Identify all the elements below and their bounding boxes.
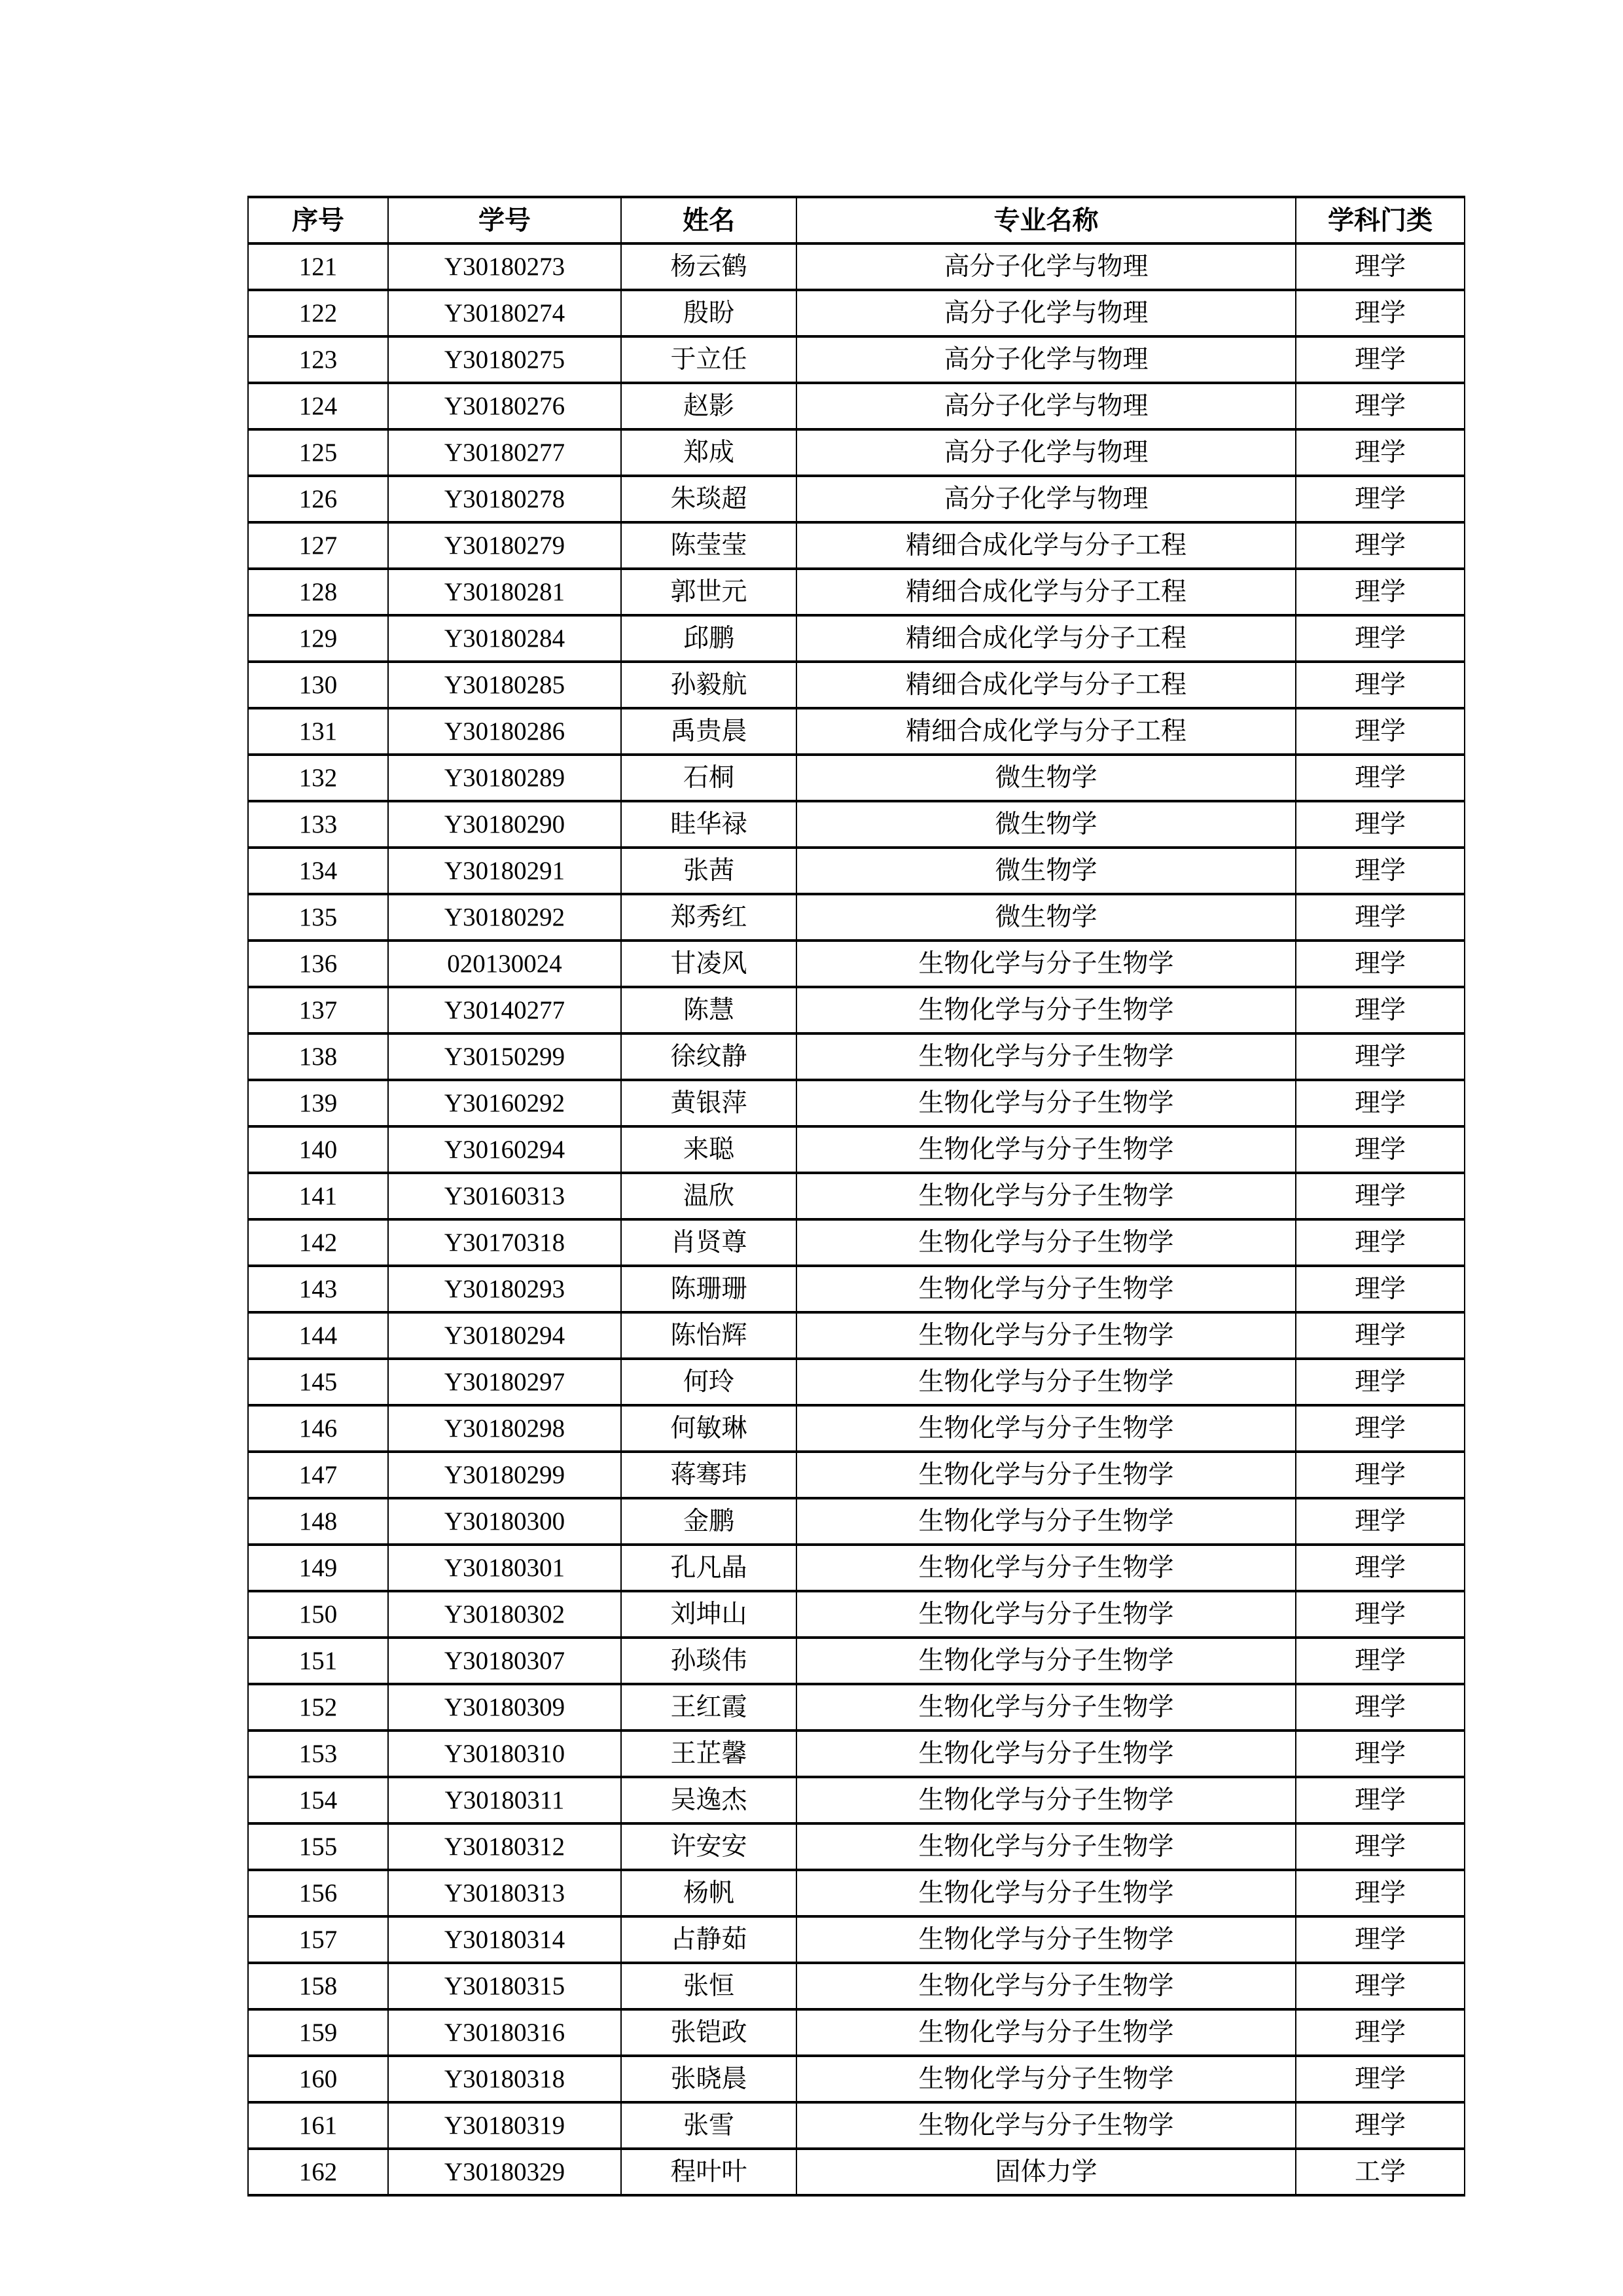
cell-major: 生物化学与分子生物学 xyxy=(796,1126,1296,1173)
table-row xyxy=(248,1452,1465,1498)
cell-index: 139 xyxy=(248,1080,388,1126)
cell-major: 生物化学与分子生物学 xyxy=(796,2056,1296,2102)
cell-category: 理学 xyxy=(1296,290,1465,336)
cell-major: 生物化学与分子生物学 xyxy=(796,1638,1296,1684)
cell-name: 刘坤山 xyxy=(621,1591,796,1638)
cell-name: 郭世元 xyxy=(621,569,796,615)
cell-index: 144 xyxy=(248,1312,388,1359)
cell-student-id: Y30180299 xyxy=(388,1452,621,1498)
cell-category: 理学 xyxy=(1296,2056,1465,2102)
table-row xyxy=(248,1312,1465,1359)
table-row xyxy=(248,569,1465,615)
cell-name: 孙毅航 xyxy=(621,662,796,708)
table-row xyxy=(248,801,1465,848)
cell-category: 理学 xyxy=(1296,615,1465,662)
cell-name: 杨云鹤 xyxy=(621,243,796,290)
table-row xyxy=(248,1405,1465,1452)
cell-name: 赵影 xyxy=(621,383,796,429)
cell-student-id: Y30140277 xyxy=(388,987,621,1033)
cell-major: 生物化学与分子生物学 xyxy=(796,1498,1296,1545)
cell-student-id: Y30180313 xyxy=(388,1870,621,1916)
cell-category: 工学 xyxy=(1296,2149,1465,2195)
cell-student-id: Y30180276 xyxy=(388,383,621,429)
cell-name: 蒋骞玮 xyxy=(621,1452,796,1498)
cell-major: 精细合成化学与分子工程 xyxy=(796,522,1296,569)
table-row xyxy=(248,1033,1465,1080)
cell-name: 眭华禄 xyxy=(621,801,796,848)
cell-index: 157 xyxy=(248,1916,388,1963)
cell-name: 许安安 xyxy=(621,1823,796,1870)
cell-index: 149 xyxy=(248,1545,388,1591)
cell-category: 理学 xyxy=(1296,383,1465,429)
cell-student-id: Y30180273 xyxy=(388,243,621,290)
cell-name: 甘凌风 xyxy=(621,941,796,987)
cell-category: 理学 xyxy=(1296,662,1465,708)
cell-category: 理学 xyxy=(1296,1823,1465,1870)
cell-major: 生物化学与分子生物学 xyxy=(796,1963,1296,2009)
cell-name: 孔凡晶 xyxy=(621,1545,796,1591)
cell-index: 134 xyxy=(248,848,388,894)
cell-major: 生物化学与分子生物学 xyxy=(796,1033,1296,1080)
header-cell-category: 学科门类 xyxy=(1296,197,1465,243)
cell-major: 精细合成化学与分子工程 xyxy=(796,708,1296,755)
table-row xyxy=(248,1080,1465,1126)
cell-index: 155 xyxy=(248,1823,388,1870)
cell-category: 理学 xyxy=(1296,1405,1465,1452)
cell-major: 微生物学 xyxy=(796,801,1296,848)
cell-index: 126 xyxy=(248,476,388,522)
cell-category: 理学 xyxy=(1296,336,1465,383)
cell-category: 理学 xyxy=(1296,1359,1465,1405)
table-row xyxy=(248,1266,1465,1312)
cell-name: 程叶叶 xyxy=(621,2149,796,2195)
cell-index: 125 xyxy=(248,429,388,476)
cell-category: 理学 xyxy=(1296,1219,1465,1266)
table-row xyxy=(248,1963,1465,2009)
cell-category: 理学 xyxy=(1296,1173,1465,1219)
cell-index: 161 xyxy=(248,2102,388,2149)
cell-index: 141 xyxy=(248,1173,388,1219)
cell-student-id: Y30180277 xyxy=(388,429,621,476)
cell-category: 理学 xyxy=(1296,1033,1465,1080)
cell-category: 理学 xyxy=(1296,1266,1465,1312)
table-row xyxy=(248,662,1465,708)
cell-student-id: Y30180315 xyxy=(388,1963,621,2009)
cell-name: 来聪 xyxy=(621,1126,796,1173)
cell-name: 殷盼 xyxy=(621,290,796,336)
cell-category: 理学 xyxy=(1296,522,1465,569)
cell-category: 理学 xyxy=(1296,1731,1465,1777)
cell-major: 高分子化学与物理 xyxy=(796,290,1296,336)
cell-major: 生物化学与分子生物学 xyxy=(796,1452,1296,1498)
cell-category: 理学 xyxy=(1296,429,1465,476)
cell-index: 147 xyxy=(248,1452,388,1498)
cell-category: 理学 xyxy=(1296,569,1465,615)
table-row xyxy=(248,941,1465,987)
cell-student-id: Y30180310 xyxy=(388,1731,621,1777)
cell-category: 理学 xyxy=(1296,2009,1465,2056)
cell-student-id: Y30180279 xyxy=(388,522,621,569)
cell-index: 158 xyxy=(248,1963,388,2009)
cell-index: 135 xyxy=(248,894,388,941)
cell-name: 占静茹 xyxy=(621,1916,796,1963)
cell-name: 温欣 xyxy=(621,1173,796,1219)
cell-index: 129 xyxy=(248,615,388,662)
table-row xyxy=(248,848,1465,894)
cell-name: 陈慧 xyxy=(621,987,796,1033)
cell-student-id: Y30180290 xyxy=(388,801,621,848)
cell-index: 148 xyxy=(248,1498,388,1545)
student-roster-table xyxy=(247,196,1465,2197)
cell-student-id: Y30180301 xyxy=(388,1545,621,1591)
cell-major: 微生物学 xyxy=(796,755,1296,801)
cell-student-id: Y30180302 xyxy=(388,1591,621,1638)
cell-major: 生物化学与分子生物学 xyxy=(796,1545,1296,1591)
table-body xyxy=(248,243,1465,2195)
cell-name: 郑秀红 xyxy=(621,894,796,941)
table-row xyxy=(248,1823,1465,1870)
cell-major: 生物化学与分子生物学 xyxy=(796,1266,1296,1312)
cell-major: 生物化学与分子生物学 xyxy=(796,1405,1296,1452)
cell-student-id: Y30180292 xyxy=(388,894,621,941)
table-row xyxy=(248,1219,1465,1266)
cell-index: 124 xyxy=(248,383,388,429)
table-row xyxy=(248,383,1465,429)
table-row xyxy=(248,1498,1465,1545)
table-row xyxy=(248,1684,1465,1731)
table-row xyxy=(248,243,1465,290)
cell-student-id: Y30180298 xyxy=(388,1405,621,1452)
cell-index: 150 xyxy=(248,1591,388,1638)
cell-student-id: Y30180329 xyxy=(388,2149,621,2195)
table-row xyxy=(248,708,1465,755)
cell-category: 理学 xyxy=(1296,1963,1465,2009)
cell-major: 生物化学与分子生物学 xyxy=(796,941,1296,987)
table-row xyxy=(248,755,1465,801)
table-row xyxy=(248,1731,1465,1777)
cell-name: 张雪 xyxy=(621,2102,796,2149)
cell-major: 生物化学与分子生物学 xyxy=(796,1870,1296,1916)
cell-student-id: Y30180285 xyxy=(388,662,621,708)
cell-category: 理学 xyxy=(1296,894,1465,941)
cell-index: 145 xyxy=(248,1359,388,1405)
cell-student-id: Y30180284 xyxy=(388,615,621,662)
cell-name: 邱鹏 xyxy=(621,615,796,662)
cell-index: 137 xyxy=(248,987,388,1033)
cell-major: 生物化学与分子生物学 xyxy=(796,1591,1296,1638)
table-row xyxy=(248,2102,1465,2149)
cell-name: 张晓晨 xyxy=(621,2056,796,2102)
cell-index: 142 xyxy=(248,1219,388,1266)
cell-student-id: Y30180319 xyxy=(388,2102,621,2149)
cell-category: 理学 xyxy=(1296,848,1465,894)
cell-student-id: Y30180278 xyxy=(388,476,621,522)
cell-major: 生物化学与分子生物学 xyxy=(796,2009,1296,2056)
table-row xyxy=(248,429,1465,476)
cell-name: 禹贵晨 xyxy=(621,708,796,755)
cell-name: 黄银萍 xyxy=(621,1080,796,1126)
cell-category: 理学 xyxy=(1296,476,1465,522)
table-row xyxy=(248,1359,1465,1405)
cell-name: 郑成 xyxy=(621,429,796,476)
cell-major: 生物化学与分子生物学 xyxy=(796,1731,1296,1777)
cell-category: 理学 xyxy=(1296,941,1465,987)
cell-category: 理学 xyxy=(1296,1870,1465,1916)
cell-student-id: Y30160292 xyxy=(388,1080,621,1126)
cell-index: 136 xyxy=(248,941,388,987)
table-row xyxy=(248,2056,1465,2102)
cell-index: 156 xyxy=(248,1870,388,1916)
table-row xyxy=(248,522,1465,569)
cell-category: 理学 xyxy=(1296,987,1465,1033)
cell-student-id: Y30180309 xyxy=(388,1684,621,1731)
cell-index: 160 xyxy=(248,2056,388,2102)
cell-major: 生物化学与分子生物学 xyxy=(796,1359,1296,1405)
cell-name: 张铠政 xyxy=(621,2009,796,2056)
cell-name: 陈怡辉 xyxy=(621,1312,796,1359)
cell-category: 理学 xyxy=(1296,708,1465,755)
cell-name: 于立任 xyxy=(621,336,796,383)
cell-major: 生物化学与分子生物学 xyxy=(796,1219,1296,1266)
table-row xyxy=(248,987,1465,1033)
cell-category: 理学 xyxy=(1296,755,1465,801)
table-row xyxy=(248,336,1465,383)
cell-index: 143 xyxy=(248,1266,388,1312)
cell-name: 何敏琳 xyxy=(621,1405,796,1452)
cell-name: 何玲 xyxy=(621,1359,796,1405)
cell-category: 理学 xyxy=(1296,1126,1465,1173)
cell-major: 生物化学与分子生物学 xyxy=(796,1173,1296,1219)
cell-major: 高分子化学与物理 xyxy=(796,243,1296,290)
header-cell-student-id: 学号 xyxy=(388,197,621,243)
cell-student-id: Y30180289 xyxy=(388,755,621,801)
cell-major: 高分子化学与物理 xyxy=(796,429,1296,476)
cell-student-id: Y30180297 xyxy=(388,1359,621,1405)
cell-student-id: Y30180312 xyxy=(388,1823,621,1870)
cell-major: 固体力学 xyxy=(796,2149,1296,2195)
header-row xyxy=(248,197,1465,243)
cell-name: 王芷馨 xyxy=(621,1731,796,1777)
cell-major: 生物化学与分子生物学 xyxy=(796,2102,1296,2149)
cell-student-id: 020130024 xyxy=(388,941,621,987)
cell-major: 生物化学与分子生物学 xyxy=(796,1312,1296,1359)
cell-major: 生物化学与分子生物学 xyxy=(796,1916,1296,1963)
cell-student-id: Y30180281 xyxy=(388,569,621,615)
cell-index: 152 xyxy=(248,1684,388,1731)
table-row xyxy=(248,894,1465,941)
table-row xyxy=(248,1870,1465,1916)
cell-student-id: Y30180286 xyxy=(388,708,621,755)
cell-major: 精细合成化学与分子工程 xyxy=(796,569,1296,615)
cell-student-id: Y30170318 xyxy=(388,1219,621,1266)
cell-index: 122 xyxy=(248,290,388,336)
cell-index: 130 xyxy=(248,662,388,708)
cell-category: 理学 xyxy=(1296,2102,1465,2149)
cell-name: 张恒 xyxy=(621,1963,796,2009)
cell-major: 高分子化学与物理 xyxy=(796,336,1296,383)
cell-name: 朱琰超 xyxy=(621,476,796,522)
cell-index: 153 xyxy=(248,1731,388,1777)
cell-student-id: Y30180307 xyxy=(388,1638,621,1684)
cell-name: 孙琰伟 xyxy=(621,1638,796,1684)
cell-student-id: Y30160294 xyxy=(388,1126,621,1173)
table-row xyxy=(248,1126,1465,1173)
cell-student-id: Y30180291 xyxy=(388,848,621,894)
cell-student-id: Y30180318 xyxy=(388,2056,621,2102)
cell-index: 133 xyxy=(248,801,388,848)
cell-category: 理学 xyxy=(1296,1545,1465,1591)
cell-index: 127 xyxy=(248,522,388,569)
cell-category: 理学 xyxy=(1296,1312,1465,1359)
cell-student-id: Y30160313 xyxy=(388,1173,621,1219)
cell-index: 162 xyxy=(248,2149,388,2195)
cell-name: 张茜 xyxy=(621,848,796,894)
cell-name: 徐纹静 xyxy=(621,1033,796,1080)
cell-student-id: Y30150299 xyxy=(388,1033,621,1080)
cell-major: 高分子化学与物理 xyxy=(796,383,1296,429)
cell-major: 微生物学 xyxy=(796,894,1296,941)
cell-category: 理学 xyxy=(1296,1916,1465,1963)
table-row xyxy=(248,1777,1465,1823)
cell-student-id: Y30180311 xyxy=(388,1777,621,1823)
table-row xyxy=(248,615,1465,662)
cell-major: 生物化学与分子生物学 xyxy=(796,1823,1296,1870)
cell-index: 151 xyxy=(248,1638,388,1684)
cell-index: 121 xyxy=(248,243,388,290)
table-row xyxy=(248,1638,1465,1684)
cell-student-id: Y30180275 xyxy=(388,336,621,383)
cell-major: 高分子化学与物理 xyxy=(796,476,1296,522)
cell-name: 金鹏 xyxy=(621,1498,796,1545)
cell-name: 陈莹莹 xyxy=(621,522,796,569)
header-cell-major: 专业名称 xyxy=(796,197,1296,243)
cell-category: 理学 xyxy=(1296,1638,1465,1684)
cell-index: 154 xyxy=(248,1777,388,1823)
cell-student-id: Y30180293 xyxy=(388,1266,621,1312)
cell-index: 128 xyxy=(248,569,388,615)
cell-major: 生物化学与分子生物学 xyxy=(796,1080,1296,1126)
cell-category: 理学 xyxy=(1296,1080,1465,1126)
table-row xyxy=(248,2149,1465,2195)
table-row xyxy=(248,2009,1465,2056)
cell-index: 159 xyxy=(248,2009,388,2056)
cell-student-id: Y30180294 xyxy=(388,1312,621,1359)
cell-category: 理学 xyxy=(1296,1777,1465,1823)
table-row xyxy=(248,476,1465,522)
cell-name: 石桐 xyxy=(621,755,796,801)
cell-student-id: Y30180274 xyxy=(388,290,621,336)
cell-student-id: Y30180316 xyxy=(388,2009,621,2056)
cell-index: 131 xyxy=(248,708,388,755)
cell-category: 理学 xyxy=(1296,1591,1465,1638)
cell-index: 138 xyxy=(248,1033,388,1080)
cell-index: 140 xyxy=(248,1126,388,1173)
header-cell-index: 序号 xyxy=(248,197,388,243)
cell-major: 生物化学与分子生物学 xyxy=(796,987,1296,1033)
cell-index: 123 xyxy=(248,336,388,383)
cell-name: 肖贤尊 xyxy=(621,1219,796,1266)
cell-name: 吴逸杰 xyxy=(621,1777,796,1823)
header-cell-name: 姓名 xyxy=(621,197,796,243)
cell-name: 杨帆 xyxy=(621,1870,796,1916)
cell-student-id: Y30180314 xyxy=(388,1916,621,1963)
cell-major: 生物化学与分子生物学 xyxy=(796,1777,1296,1823)
cell-category: 理学 xyxy=(1296,1452,1465,1498)
cell-major: 微生物学 xyxy=(796,848,1296,894)
cell-index: 146 xyxy=(248,1405,388,1452)
cell-category: 理学 xyxy=(1296,801,1465,848)
table-row xyxy=(248,1916,1465,1963)
cell-major: 精细合成化学与分子工程 xyxy=(796,662,1296,708)
table-row xyxy=(248,1591,1465,1638)
cell-category: 理学 xyxy=(1296,1684,1465,1731)
cell-index: 132 xyxy=(248,755,388,801)
cell-major: 生物化学与分子生物学 xyxy=(796,1684,1296,1731)
cell-student-id: Y30180300 xyxy=(388,1498,621,1545)
cell-category: 理学 xyxy=(1296,1498,1465,1545)
cell-name: 王红霞 xyxy=(621,1684,796,1731)
table-row xyxy=(248,1173,1465,1219)
cell-name: 陈珊珊 xyxy=(621,1266,796,1312)
table-row xyxy=(248,290,1465,336)
table-row xyxy=(248,1545,1465,1591)
cell-major: 精细合成化学与分子工程 xyxy=(796,615,1296,662)
cell-category: 理学 xyxy=(1296,243,1465,290)
